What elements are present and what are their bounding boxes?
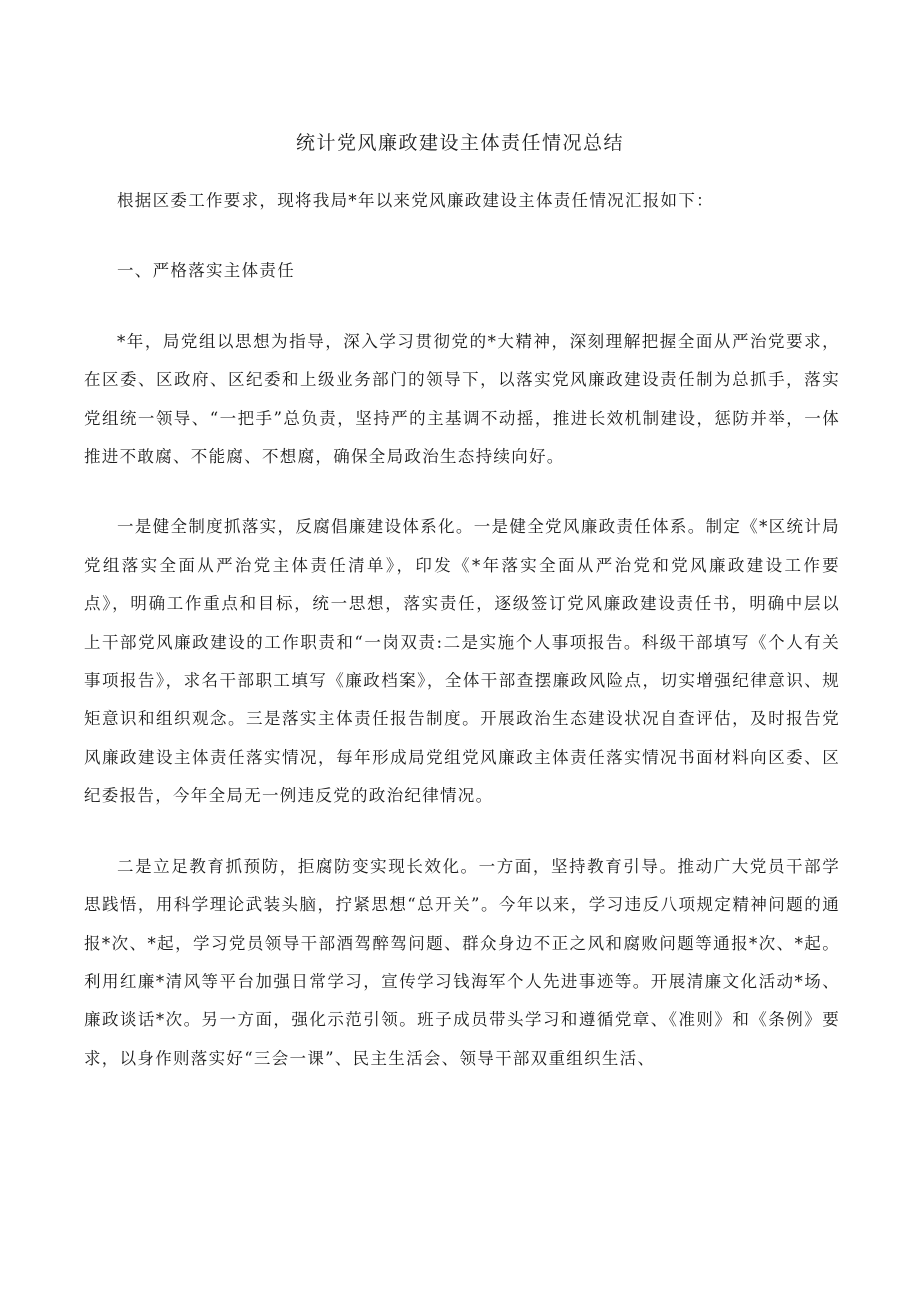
document-title: 统计党风廉政建设主体责任情况总结: [295, 132, 624, 154]
body-paragraph: 二是立足教育抓预防，拒腐防变实现长效化。一方面，坚持教育引导。推动广大党员干部学思践悟，用科学理论武装头脑，拧紧思想“总开关”。今年以来，学习违反八项规定精神问题的通报*次、*起，学习党员领导干部酒驾醉驾问题、群众身边不正之风和腐败问题等通报*次、*起。利用红廉*清风等平台加强日常学习，宣传学习钱海军个人先进事迹等。开展清廉文化活动*场、廉政谈话*次。另一方面，强化示范引领。班子成员带头学习和遵循党章、《准则》和《条例》要求，以身作则落实好“三会一课”、民主生活会、领导干部双重组织生活、: [84, 856, 840, 1068]
document-body: [84, 182, 840, 1078]
section-heading: 一、严格落实主体责任: [117, 261, 295, 281]
intro-paragraph: 根据区委工作要求，现将我局*年以来党风廉政建设主体责任情况汇报如下：: [117, 191, 714, 210]
body-paragraph: 一是健全制度抓落实，反腐倡廉建设体系化。一是健全党风廉政责任体系。制定《*区统计局党组落实全面从严治党主体责任清单》，印发《*年落实全面从严治党和党风廉政建设工作要点》，明确工作重点和目标，统一思想，落实责任，逐级签订党风廉政建设责任书，明确中层以上干部党风廉政建设的工作职责和“一岗双责:二是实施个人事项报告。科级干部填写《个人有关事项报告》，求名干部职工填写《廉政档案》，全体干部查摆廉政风险点，切实增强纪律意识、规矩意识和组织观念。三是落实主体责任报告制度。开展政治生态建设状况自查评估，及时报告党风廉政建设主体责任落实情况，每年形成局党组党风廉政主体责任落实情况书面材料向区委、区纪委报告，今年全局无一例违反党的政治纪律情况。: [84, 517, 840, 806]
body-paragraph: *年，局党组以思想为指导，深入学习贯彻党的*大精神，深刻理解把握全面从严治党要求，在区委、区政府、区纪委和上级业务部门的领导下，以落实党风廉政建设责任制为总抓手，落实党组统一领导、“一把手”总负责，坚持严的主基调不动摇，推进长效机制建设，惩防并举，一体推进不敢腐、不能腐、不想腐，确保全局政治生态持续向好。: [84, 331, 840, 467]
